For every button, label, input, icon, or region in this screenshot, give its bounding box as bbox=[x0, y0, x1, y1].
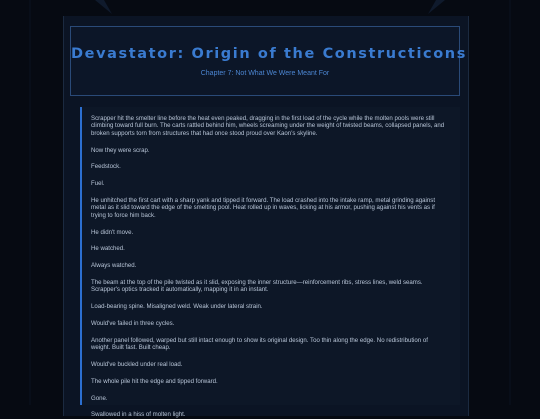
paragraph: Fuel. bbox=[91, 180, 105, 188]
paragraph: Always watched. bbox=[91, 262, 137, 270]
paragraph: Feedstock. bbox=[91, 163, 121, 171]
paragraph: Swallowed in a hiss of molten light. bbox=[91, 411, 186, 419]
paragraph: Now they were scrap. bbox=[91, 146, 150, 154]
chapter-text bbox=[80, 107, 460, 419]
paragraph: The beam at the top of the pile twisted as it slid, exposing the inner structure—reinforcement ribs, stress lines, weld seams. Scrapper's optics tracked it automatically, mapping it in an instant. bbox=[91, 279, 423, 294]
paragraph: He didn't move. bbox=[91, 228, 134, 236]
corner-ornament-left bbox=[95, 0, 112, 14]
story-title: Devastator: Origin of the Constructicons bbox=[71, 46, 467, 62]
paragraph: Scrapper hit the smelter line before the heat even peaked, dragging in the first load of the cycle while the molten pools were still climbing toward full burn. The carts rattled behind him, wheels screaming under the weight of twisted beams, collapsed panels, and broken supports torn from structures that had once stood proud over Kaon's skyline. bbox=[91, 115, 445, 137]
paragraph: Would've failed in three cycles. bbox=[91, 320, 175, 327]
paragraph: Gone. bbox=[91, 394, 108, 402]
paragraph: Would've buckled under real load. bbox=[91, 361, 183, 368]
paragraph: The whole pile hit the edge and tipped forward. bbox=[91, 377, 218, 385]
chapter-title: Chapter 7: Not What We Were Meant For bbox=[200, 70, 330, 77]
corner-ornament-right bbox=[428, 0, 445, 14]
story-header bbox=[70, 26, 467, 96]
paragraph: He watched. bbox=[91, 245, 125, 253]
paragraph: Load-bearing spine. Misaligned weld. Weak under lateral strain. bbox=[91, 303, 263, 311]
paragraph: Another panel followed, warped but still intact enough to show its original design. Too thin along the edge. No redistribution of weight. Built fast. Built cheap. bbox=[91, 336, 428, 352]
paragraph: He unhitched the first cart with a sharp yank and tipped it forward. The load crashed into the intake ramp, metal grinding against metal as it slid toward the edge of the smelting pool. Heat rolled up in waves, licking at his armor, pushing against his vents as if trying to force him back. bbox=[91, 197, 436, 219]
